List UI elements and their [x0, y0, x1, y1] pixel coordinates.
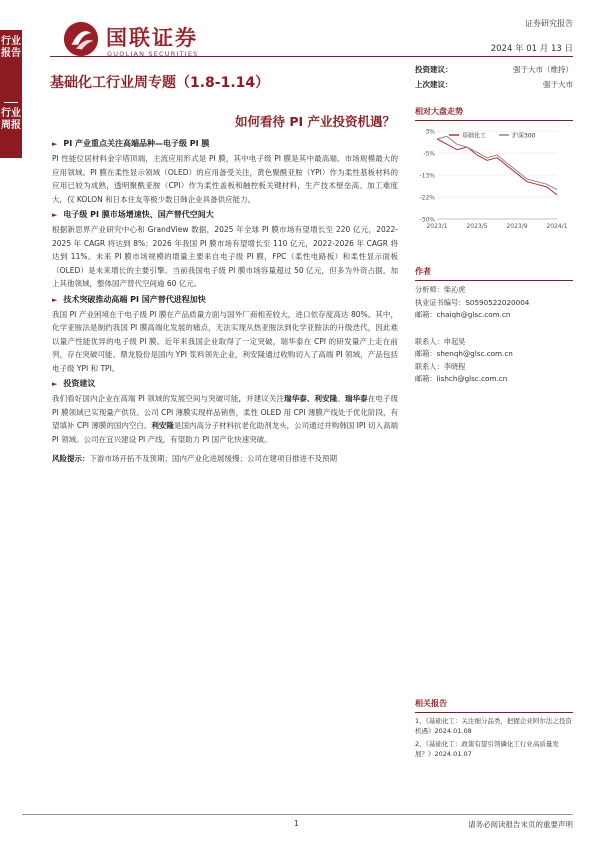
- related-reports: [415, 698, 573, 759]
- section-paragraph: PI 性能位居材料金字塔顶端，主流应用形式是 PI 膜，其中电子级 PI 膜是其中最高端、市场规模最大的应用领域。PI 膜在柔性显示领域（OLED）的应用备受关注，黄色聚酰亚胺（YPI）作为柔性基板材料的应用已较为成熟，透明聚酰亚胺（CPI）作为柔性盖板和触控板关键材料，生产技术壁垒高、加工难度大，仅 KOLON 和日本住友等极少数日韩企业具备供应能力。: [52, 154, 398, 204]
- analyst-email: chaiqh@glsc.com.cn: [436, 310, 511, 319]
- license-line: 执业证书编号：S0590522020004: [415, 297, 530, 307]
- relative-performance: [415, 106, 573, 235]
- page-number: 1: [294, 819, 299, 828]
- contact-line: 联系人：李晓程: [415, 361, 466, 371]
- company-highlight: 瑞华泰、利安隆: [284, 394, 338, 403]
- section-heading: ► 电子级 PI 膜市场增速快、国产替代空间大: [52, 210, 214, 219]
- footer-disclaimer: 请务必阅读报告末页的重要声明: [468, 820, 573, 829]
- rating-previous: 上次建议： 强于大市: [415, 80, 573, 89]
- chart-y-tick-label: -13%: [419, 172, 435, 180]
- section-heading: ► PI 产业重点关注高端品种—电子级 PI 膜: [52, 139, 210, 148]
- chart-series-line: [437, 139, 557, 195]
- subcategory-label: 行业周报: [1, 108, 21, 131]
- chart-box-title: 相对大盘走势: [415, 106, 573, 121]
- chart-y-tick-label: -30%: [419, 216, 435, 224]
- authors-title: 作者: [415, 266, 573, 281]
- contact-line: 联系人：申起昊: [415, 336, 466, 346]
- chart-y-tick-label: 3%: [425, 128, 435, 136]
- email-line: 邮箱：chaiqh@glsc.com.cn: [415, 310, 511, 319]
- license-number: S0590522020004: [465, 297, 530, 307]
- chart-x-tick-label: 2023/1: [426, 223, 448, 230]
- document-date: 2024 年 01 月 13 日: [490, 44, 573, 54]
- contact-name: 申起昊: [443, 336, 466, 346]
- related-title: 相关报告: [415, 698, 573, 713]
- logo-name-en: GUOLIAN SECURITIES: [107, 50, 199, 58]
- report-category-tab: [0, 30, 22, 158]
- related-report-item[interactable]: 2、《基础化工：政策有望引领磷化工行业高质量发展？》2024.01.07: [415, 740, 559, 758]
- related-report-item[interactable]: 1、《基础化工：关注细分品类，把握企业阿尔法之投资机遇》2024.01.08: [415, 717, 572, 735]
- chart-legend-label: 沪深300: [512, 132, 536, 140]
- logo-name-cn: 国联证券: [106, 26, 198, 50]
- category-divider: [4, 102, 18, 103]
- chart-y-tick-label: -22%: [419, 194, 435, 202]
- performance-chart-svg: [415, 123, 573, 235]
- section-paragraph: 根据新思界产业研究中心和 GrandView 数据，2025 年全球 PI 膜市场有望增长至 220 亿元，2022-2025 年 CAGR 将达到 8%；2026 年我国 PI 膜市场有望增长至 110 亿元，2022-2026 年 CAGR 将达到 11%。未来 PI 膜市场规模的增量主要来自电子级 PI 膜，FPC（柔性电路板）和柔性显示面板（OLED）是未来增长的主要引擎。当前我国电子级 PI 膜市场容量超过 50 亿元，但多为外资占据，加上其他领域，整体国产替代空间逾 60 亿元。: [52, 225, 398, 288]
- investment-paragraph: 我们看好国内企业在高端 PI 领域的发展空间与突破可能，并建议关注瑞华泰、利安隆。瑞华泰在电子级 PI 膜领域已实现量产供货。公司 CPI 薄膜实现样品销售，柔性 OLED 用 CPI 薄膜产线处于优化阶段，有望填补 CPI 薄膜的国内空白。利安隆是国内高分子材料抗老化助剂龙头，公司通过并购韩国 IPI 切入高端 PI 领域。公司在宜兴建设 PI 产线，有望助力 PI 国产化快速突破。: [52, 394, 399, 444]
- company-logo: [62, 20, 232, 60]
- bullet-triangle-icon: ►: [52, 140, 58, 148]
- rating-previous-value: 强于大市: [543, 80, 573, 89]
- contact-email: lishch@glsc.com.cn: [436, 374, 508, 383]
- section-paragraph: 我国 PI 产业困境在于电子级 PI 膜在产品质量方面与国外厂商相差较大，进口依存度高达 80%。其中，化学亚胺法是制约我国 PI 膜高端化发展的痛点，无法实现从热亚胺法到化学亚胺法的升级迭代，因此难以量产性能优异的电子级 PI 膜。近年来我国企业取得了一定突破，瑞华泰在 CPI 的研发量产上走在前列，存在突破可能。鼎龙股份是国内 YPI 浆料领先企业，利安隆通过收购切入了高端 PI 领域，产品包括电子级 YPI 和 TPI。: [52, 309, 398, 373]
- footer-divider: [22, 814, 573, 815]
- section-heading: ► 投资建议: [52, 379, 96, 388]
- bullet-triangle-icon: ►: [52, 211, 58, 219]
- email-line: 邮箱：shenqh@glsc.com.cn: [415, 349, 513, 358]
- rating-current-value: 强于大市（维持）: [513, 65, 573, 74]
- risk-warning: 风险提示：下游市场开拓不及预期；国内产业化进展缓慢；公司在建项目推进不及预期: [52, 454, 337, 463]
- company-highlight: 利安隆: [151, 421, 174, 430]
- bullet-triangle-icon: ►: [52, 295, 58, 304]
- report-subtitle: 如何看待 PI 产业投资机遇？: [234, 114, 395, 129]
- section-heading: ► 技术突破推动高端 PI 国产替代进程加快: [52, 294, 206, 304]
- chart-legend-label: 基础化工: [462, 132, 487, 140]
- report-title: 基础化工行业周专题（1.8-1.14）: [50, 75, 270, 91]
- contact-email: shenqh@glsc.com.cn: [436, 349, 513, 358]
- email-line: 邮箱：lishch@glsc.com.cn: [415, 374, 508, 383]
- rating-current: 投资建议： 强于大市（维持）: [415, 65, 573, 74]
- analyst-name: 柴沁虎: [443, 285, 466, 294]
- main-content: [52, 138, 398, 465]
- document-type: 证券研究报告: [525, 19, 573, 28]
- chart-series-line: [437, 136, 557, 189]
- logo-mark-icon: [62, 20, 100, 58]
- header-divider: [50, 56, 573, 57]
- rating-box: [415, 64, 573, 94]
- company-highlight: 瑞华泰: [344, 394, 368, 403]
- chart-x-tick-label: 2023/9: [506, 223, 528, 230]
- chart-x-tick-label: 2024/1: [546, 223, 568, 230]
- author-info: [415, 266, 573, 386]
- chart-y-tick-label: -5%: [423, 150, 435, 158]
- bullet-triangle-icon: ►: [52, 380, 58, 388]
- chart-x-tick-label: 2023/5: [466, 223, 488, 230]
- contact-name: 李晓程: [443, 361, 466, 371]
- category-label: 行业报告: [1, 36, 21, 59]
- analyst-line: 分析师：柴沁虎: [415, 285, 466, 294]
- performance-chart: [415, 123, 573, 235]
